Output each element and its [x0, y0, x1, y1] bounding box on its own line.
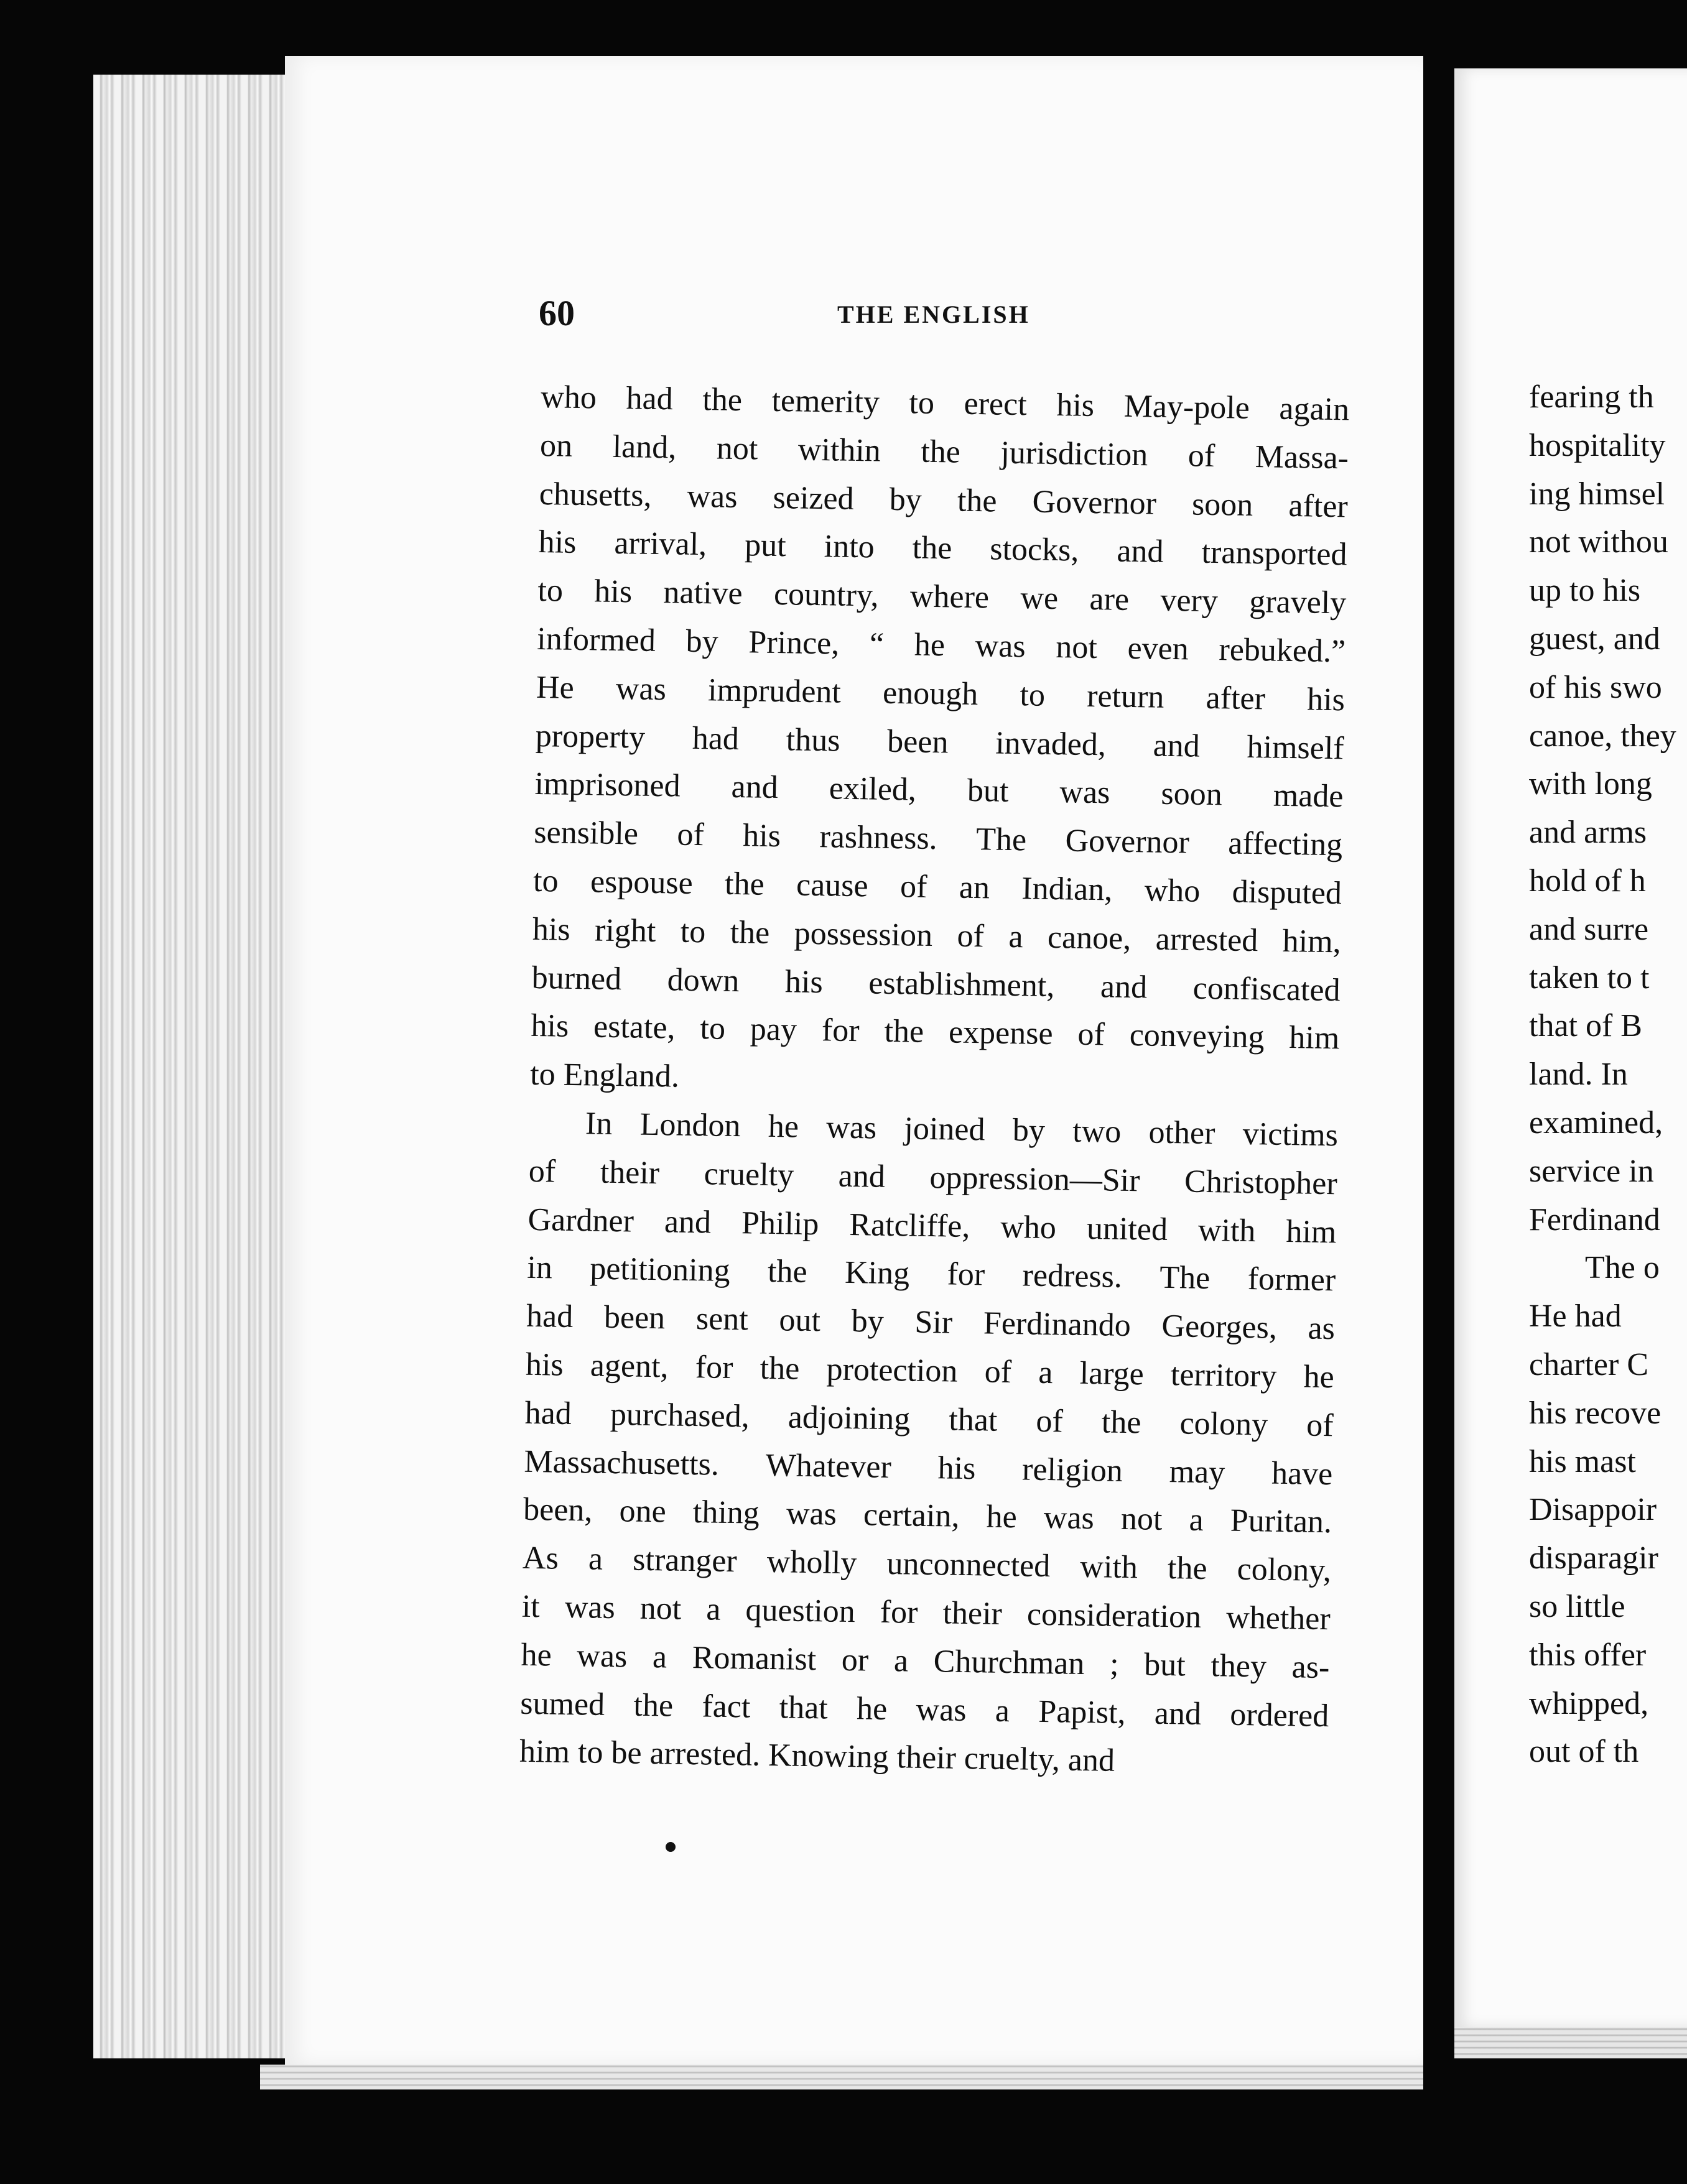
text-line: disparagir — [1529, 1540, 1658, 1576]
text-line: sensible of his rashness. The Governor affecting — [533, 815, 1343, 863]
text-line: imprisoned and exiled, but was soon made — [534, 766, 1344, 815]
text-line: ing himsel — [1529, 476, 1665, 512]
text-line: him to be arrested. Knowing their cruelty, and — [519, 1734, 1115, 1779]
text-line: hold of h — [1529, 863, 1646, 899]
text-line: his agent, for the protection of a large territory he — [525, 1346, 1335, 1395]
text-line: property had thus been invaded, and himself — [535, 718, 1345, 766]
text-line: had been sent out by Sir Ferdinando Georges, as — [526, 1298, 1336, 1347]
left-page-bottom-edges — [260, 2065, 1423, 2089]
text-line: land. In — [1529, 1057, 1628, 1093]
text-line: Ferdinand — [1529, 1201, 1660, 1238]
text-line: of his swo — [1529, 669, 1662, 705]
text-line: The o — [1585, 1250, 1660, 1286]
text-line: As a stranger wholly unconnected with the colony, — [522, 1540, 1332, 1589]
text-line: that of B — [1529, 1008, 1642, 1044]
text-line: had purchased, adjoining that of the colony of — [524, 1395, 1334, 1443]
text-line: with long — [1529, 766, 1652, 802]
text-line: who had the temerity to erect his May-pole again — [540, 379, 1350, 428]
text-line: charter C — [1529, 1346, 1649, 1382]
text-line: burned down his establishment, and confiscated — [531, 960, 1341, 1008]
text-line: to espouse the cause of an Indian, who disputed — [532, 863, 1342, 912]
text-line: informed by Prince, “ he was not even rebuked.” — [536, 621, 1346, 670]
page-heading: THE ENGLISH — [837, 300, 1030, 328]
text-line: to his native country, where we are very gravely — [537, 573, 1347, 621]
text-line: his arrival, put into the stocks, and transported — [538, 524, 1347, 573]
text-line: He had — [1529, 1298, 1622, 1335]
text-line: so little — [1529, 1588, 1625, 1624]
text-line: his recove — [1529, 1395, 1661, 1431]
text-line: and surre — [1529, 911, 1649, 947]
page-number: 60 — [539, 293, 575, 333]
text-line: his estate, to pay for the expense of conveying him — [531, 1008, 1340, 1057]
text-line: on land, not within the jurisdiction of Massa- — [539, 427, 1349, 476]
text-line: Disappoir — [1529, 1492, 1657, 1528]
text-line: examined, — [1529, 1104, 1663, 1141]
text-line: He was imprudent enough to return after his — [536, 669, 1345, 718]
text-line: this offer — [1529, 1637, 1647, 1673]
right-page-text — [1529, 373, 1687, 1776]
text-line: been, one thing was certain, he was not a Puritan. — [523, 1492, 1332, 1540]
text-line: hospitality — [1529, 427, 1666, 463]
text-line: he was a Romanist or a Churchman ; but they as- — [521, 1637, 1330, 1685]
page-edges — [93, 75, 300, 2058]
text-line: service in — [1529, 1153, 1654, 1189]
text-line: fearing th — [1529, 379, 1654, 415]
text-line: not withou — [1529, 524, 1668, 560]
right-page-bottom-edges — [1454, 2027, 1687, 2058]
running-head — [539, 292, 1372, 342]
text-line: of their cruelty and oppression—Sir Christopher — [528, 1153, 1338, 1202]
text-line: to England. — [529, 1057, 680, 1094]
text-line: Gardner and Philip Ratcliffe, who united with him — [527, 1201, 1337, 1250]
text-line: In London he was joined by two other victims — [585, 1106, 1339, 1154]
text-line: and arms — [1529, 815, 1647, 851]
text-line: sumed the fact that he was a Papist, and ordered — [519, 1685, 1329, 1734]
text-line: chusetts, was seized by the Governor soon after — [539, 476, 1349, 524]
printed-dot — [666, 1842, 676, 1852]
left-page-text — [519, 373, 1350, 1788]
text-line: his right to the possession of a canoe, arrested him, — [532, 911, 1342, 960]
text-line: guest, and — [1529, 621, 1660, 657]
text-line: it was not a question for their consideration whether — [521, 1588, 1331, 1637]
text-line: taken to t — [1529, 960, 1650, 996]
text-line: in petitioning the King for redress. The former — [526, 1250, 1336, 1298]
text-line: canoe, they — [1529, 718, 1676, 754]
text-line: Massachusetts. Whatever his religion may have — [524, 1443, 1333, 1492]
text-line: up to his — [1529, 573, 1641, 609]
text-line: his mast — [1529, 1443, 1636, 1479]
text-line: whipped, — [1529, 1685, 1649, 1721]
text-line: out of th — [1529, 1734, 1639, 1770]
